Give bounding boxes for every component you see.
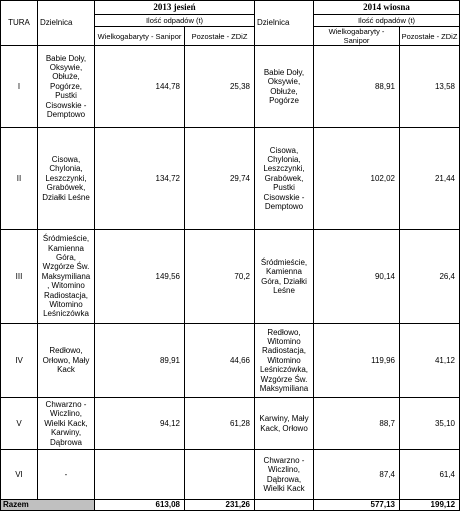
district-line: Chwarzno - <box>45 399 87 409</box>
district-line: Oksywie, <box>49 62 83 72</box>
cell-spring-districts <box>255 46 314 128</box>
district-line: Dąbrowa, <box>266 474 302 484</box>
cell-autumn-districts <box>38 450 95 500</box>
district-line: Leśniczówka <box>43 309 89 319</box>
cell-tura: V <box>1 398 38 450</box>
district-line: Góra, Działki <box>261 276 307 286</box>
header-col-other-right: Pozostałe - ZDiZ <box>400 27 460 46</box>
district-line: Kack <box>57 365 75 375</box>
district-line: Leśne <box>273 285 295 295</box>
cell-spring-bulky: 88,7 <box>314 398 400 450</box>
cell-tura: III <box>1 230 38 324</box>
cell-spring-districts <box>255 398 314 450</box>
cell-spring-districts <box>255 230 314 324</box>
district-line: Karwiny, <box>50 428 82 438</box>
district-line: Maksymiliana <box>41 271 91 281</box>
district-line: Chwarzno - <box>263 455 305 465</box>
district-line: Babie Doły, <box>263 67 305 77</box>
table-row <box>1 324 460 398</box>
district-line: Kamienna <box>265 267 303 277</box>
cell-spring-bulky: 88,91 <box>314 46 400 128</box>
district-line: Wiczlino, <box>267 465 300 475</box>
cell-spring-other: 41,12 <box>400 324 460 398</box>
district-line: Redłowo, <box>49 346 83 356</box>
cell-autumn-other: 70,2 <box>185 230 255 324</box>
cell-autumn-bulky: 149,56 <box>95 230 185 324</box>
header-dzielnica-right: Dzielnica <box>255 1 314 46</box>
cell-tura: IV <box>1 324 38 398</box>
cell-autumn-other <box>185 450 255 500</box>
cell-autumn-bulky: 134,72 <box>95 128 185 230</box>
district-line: Wielki Kack, <box>44 418 88 428</box>
district-line: Demptowo <box>46 110 86 120</box>
cell-spring-bulky: 119,96 <box>314 324 400 398</box>
totals-autumn-other: 231,26 <box>185 500 255 511</box>
district-line: Cisowskie - <box>45 100 87 110</box>
cell-tura: II <box>1 128 38 230</box>
district-line: Chylonia, <box>267 154 301 164</box>
cell-spring-other: 21,44 <box>400 128 460 230</box>
district-line: Leszczynki, <box>263 164 305 174</box>
cell-autumn-districts <box>38 128 95 230</box>
header-spring-title: 2014 wiosna <box>314 1 460 15</box>
district-line: Pogórze <box>269 95 299 105</box>
district-line: Witomino <box>267 355 301 365</box>
district-line: Cisowskie - <box>263 192 305 202</box>
district-line: Leszczynki, <box>45 173 87 183</box>
header-waste-label-right: Ilość odpadów (t) <box>314 15 460 27</box>
cell-spring-districts <box>255 450 314 500</box>
district-line: Pogórze, <box>49 81 83 91</box>
header-autumn-title: 2013 jesień <box>95 1 255 15</box>
district-line: Wielki Kack <box>263 483 305 493</box>
table-row <box>1 230 460 324</box>
cell-spring-bulky: 87,4 <box>314 450 400 500</box>
cell-spring-other: 26,4 <box>400 230 460 324</box>
cell-spring-other: 35,10 <box>400 398 460 450</box>
district-line: Orłowo, Mały <box>42 355 90 365</box>
cell-tura: I <box>1 46 38 128</box>
district-line: Wzgórze Św. <box>42 262 90 272</box>
district-line: Babie Doły, <box>45 53 87 63</box>
district-line: Kack, Orłowo <box>260 423 308 433</box>
table-row <box>1 450 460 500</box>
cell-autumn-other: 44,66 <box>185 324 255 398</box>
district-line: Działki Leśne <box>42 192 90 202</box>
header-col-bulky-right: Wielkogabaryty - Sanipor <box>314 27 400 46</box>
cell-autumn-districts <box>38 398 95 450</box>
totals-spring-bulky: 577,13 <box>314 500 400 511</box>
totals-row <box>1 500 460 511</box>
district-line: Demptowo <box>264 202 304 212</box>
district-line: Radiostacja, <box>261 346 307 356</box>
district-line: Oksywie, <box>267 77 301 87</box>
cell-spring-other: 13,58 <box>400 46 460 128</box>
district-line: Witomino <box>267 336 301 346</box>
district-line: Obłuże, <box>270 86 298 96</box>
district-line: Obłuże, <box>52 72 80 82</box>
district-line: Śródmieście, <box>42 234 90 244</box>
district-line: Redłowo, <box>267 327 301 337</box>
district-line: Grabówek, <box>46 183 86 193</box>
totals-spring-other: 199,12 <box>400 500 460 511</box>
header-col-bulky-left: Wielkogabaryty - Sanipor <box>95 27 185 46</box>
cell-spring-bulky: 102,02 <box>314 128 400 230</box>
district-line: Chylonia, <box>49 164 83 174</box>
cell-spring-districts <box>255 128 314 230</box>
district-line: Grabówek, <box>264 173 304 183</box>
cell-autumn-bulky: 94,12 <box>95 398 185 450</box>
cell-tura: VI <box>1 450 38 500</box>
district-line: Kamienna <box>47 243 85 253</box>
cell-spring-bulky: 90,14 <box>314 230 400 324</box>
district-line: Radiostacja, <box>43 290 89 300</box>
cell-autumn-other: 25,38 <box>185 46 255 128</box>
header-col-other-left: Pozostałe - ZDiZ <box>185 27 255 46</box>
cell-spring-districts <box>255 324 314 398</box>
cell-autumn-districts <box>38 230 95 324</box>
district-line: Wiczlino, <box>49 409 82 419</box>
totals-autumn-bulky: 613,08 <box>95 500 185 511</box>
cell-autumn-bulky <box>95 450 185 500</box>
header-dzielnica-left: Dzielnica <box>38 1 95 46</box>
district-line: Wzgórze Św. <box>260 374 308 384</box>
table-row <box>1 46 460 128</box>
district-line: Karwiny, Mały <box>259 414 309 424</box>
header-tura: TURA <box>1 1 38 46</box>
district-line: Maksymiliana <box>259 384 309 394</box>
district-line: Pustki <box>55 91 77 101</box>
cell-autumn-districts <box>38 324 95 398</box>
totals-label: Razem <box>1 500 95 511</box>
table-row <box>1 398 460 450</box>
district-line: , Witomino <box>47 281 85 291</box>
table-row <box>1 128 460 230</box>
cell-autumn-other: 29,74 <box>185 128 255 230</box>
cell-autumn-bulky: 89,91 <box>95 324 185 398</box>
district-line: Cisowa, <box>269 145 299 155</box>
district-line: Dąbrowa <box>49 437 82 447</box>
district-line: Śródmieście, <box>260 257 308 267</box>
totals-spacer <box>255 500 314 511</box>
cell-autumn-districts <box>38 46 95 128</box>
header-waste-label-left: Ilość odpadów (t) <box>95 15 255 27</box>
district-line: Leśniczówka, <box>259 365 309 375</box>
district-line: Witomino <box>49 300 83 310</box>
district-line: Cisowa, <box>51 154 81 164</box>
header-row-titles <box>1 1 460 15</box>
district-line: Góra, <box>55 252 76 262</box>
district-line: Pustki <box>273 183 295 193</box>
district-line: - <box>64 469 68 479</box>
cell-autumn-other: 61,28 <box>185 398 255 450</box>
cell-spring-other: 61,4 <box>400 450 460 500</box>
cell-autumn-bulky: 144,78 <box>95 46 185 128</box>
